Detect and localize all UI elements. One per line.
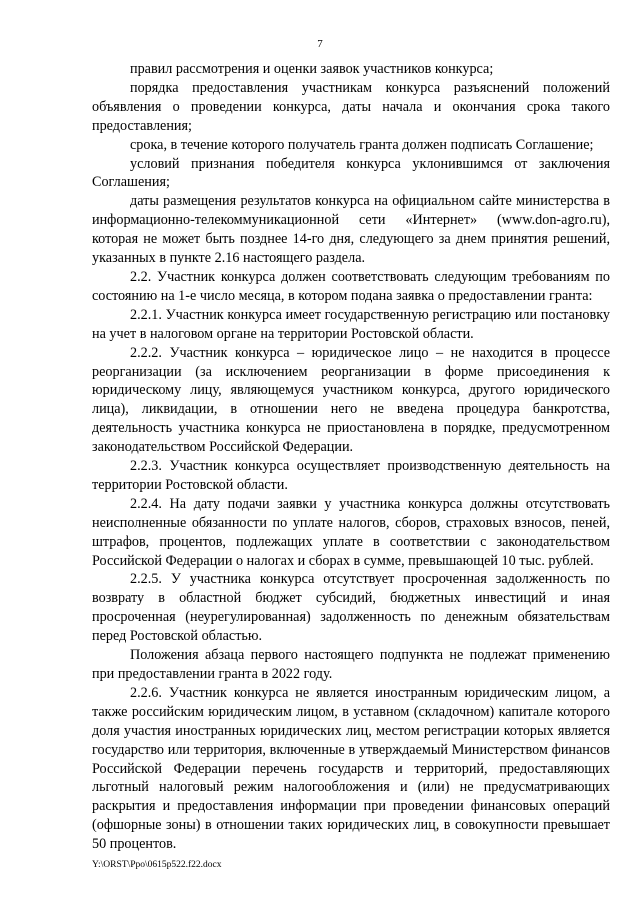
paragraph-results-publication-date: даты размещения результатов конкурса на официальном сайте министерства в информационно-телекоммуникационной сети «Интернет» (www.don-agro.ru), которая не может быть позднее 14-го дня, следующего за днем принятия решений, указанных в пункте 2.16 настоящего раздела. <box>92 193 610 267</box>
paragraph-2-2-4: 2.2.4. На дату подачи заявки у участника конкурса должны отсутствовать неисполненные обязанности по уплате налогов, сборов, страховых взносов, пеней, штрафов, процентов, подлежащих уплате в соответствии с законодательством Российской Федерации о налогах и сборах в сумме, превышающей 10 тыс. рублей. <box>92 495 610 569</box>
paragraph-2-2-5-exception: Положения абзаца первого настоящего подпункта не подлежат применению при предоставлении гранта в 2022 году. <box>92 647 610 682</box>
paragraph-2-2-3: 2.2.3. Участник конкурса осуществляет производственную деятельность на территории Ростовской области. <box>92 458 610 493</box>
paragraph-clarification-procedure: порядка предоставления участникам конкурса разъяснений положений объявления о проведении конкурса, даты начала и окончания срока такого предоставления; <box>92 79 610 134</box>
paragraph-2-2-requirements: 2.2. Участник конкурса должен соответствовать следующим требованиям по состоянию на 1-е число месяца, в котором подана заявка о предоставлении гранта: <box>92 268 610 304</box>
footer-file-path: Y:\ORST\Ppo\0615p522.f22.docx <box>92 860 222 870</box>
paragraph-agreement-signing-term: срока, в течение которого получатель гранта должен подписать Соглашение; <box>130 136 594 153</box>
paragraph-2-2-2: 2.2.2. Участник конкурса – юридическое лицо – не находится в процессе реорганизации (за исключением реорганизации в форме присоединения к юридическому лицу, являющемуся участником конкурса, другого юридического лица), ликвидации, в отношении него не введена процедура банкротства, деятельность участника конкурса не приостановлена в порядке, предусмотренном законодательством Российской Федерации. <box>92 344 610 456</box>
paragraph-2-2-1: 2.2.1. Участник конкурса имеет государственную регистрацию или постановку на учет в налоговом органе на территории Ростовской области. <box>92 306 610 342</box>
paragraph-rules-review: правил рассмотрения и оценки заявок участников конкурса; <box>130 61 494 77</box>
document-body <box>92 60 610 854</box>
paragraph-2-2-5: 2.2.5. У участника конкурса отсутствует просроченная задолженность по возврату в областной бюджет субсидий, бюджетных инвестиций и иная просроченная (неурегулированная) задолженность по денежным обязательствам перед Ростовской областью. <box>92 571 610 645</box>
paragraph-2-2-6: 2.2.6. Участник конкурса не является иностранным юридическим лицом, а также российским юридическим лицом, в уставном (складочном) капитале которого доля участия иностранных юридических лиц, местом регистрации которых является государство или территория, включенные в утверждаемый Министерством финансов Российской Федерации перечень государств и территорий, предоставляющих льготный налоговый режим налогообложения и (или) не предусматривающих раскрытия и предоставления информации при проведении финансовых операций (офшорные зоны) в отношении таких юридических лиц, в совокупности превышает 50 процентов. <box>92 684 610 853</box>
paragraph-evasion-conditions: условий признания победителя конкурса уклонившимся от заключения Соглашения; <box>92 155 610 191</box>
page-number: 7 <box>317 38 323 50</box>
